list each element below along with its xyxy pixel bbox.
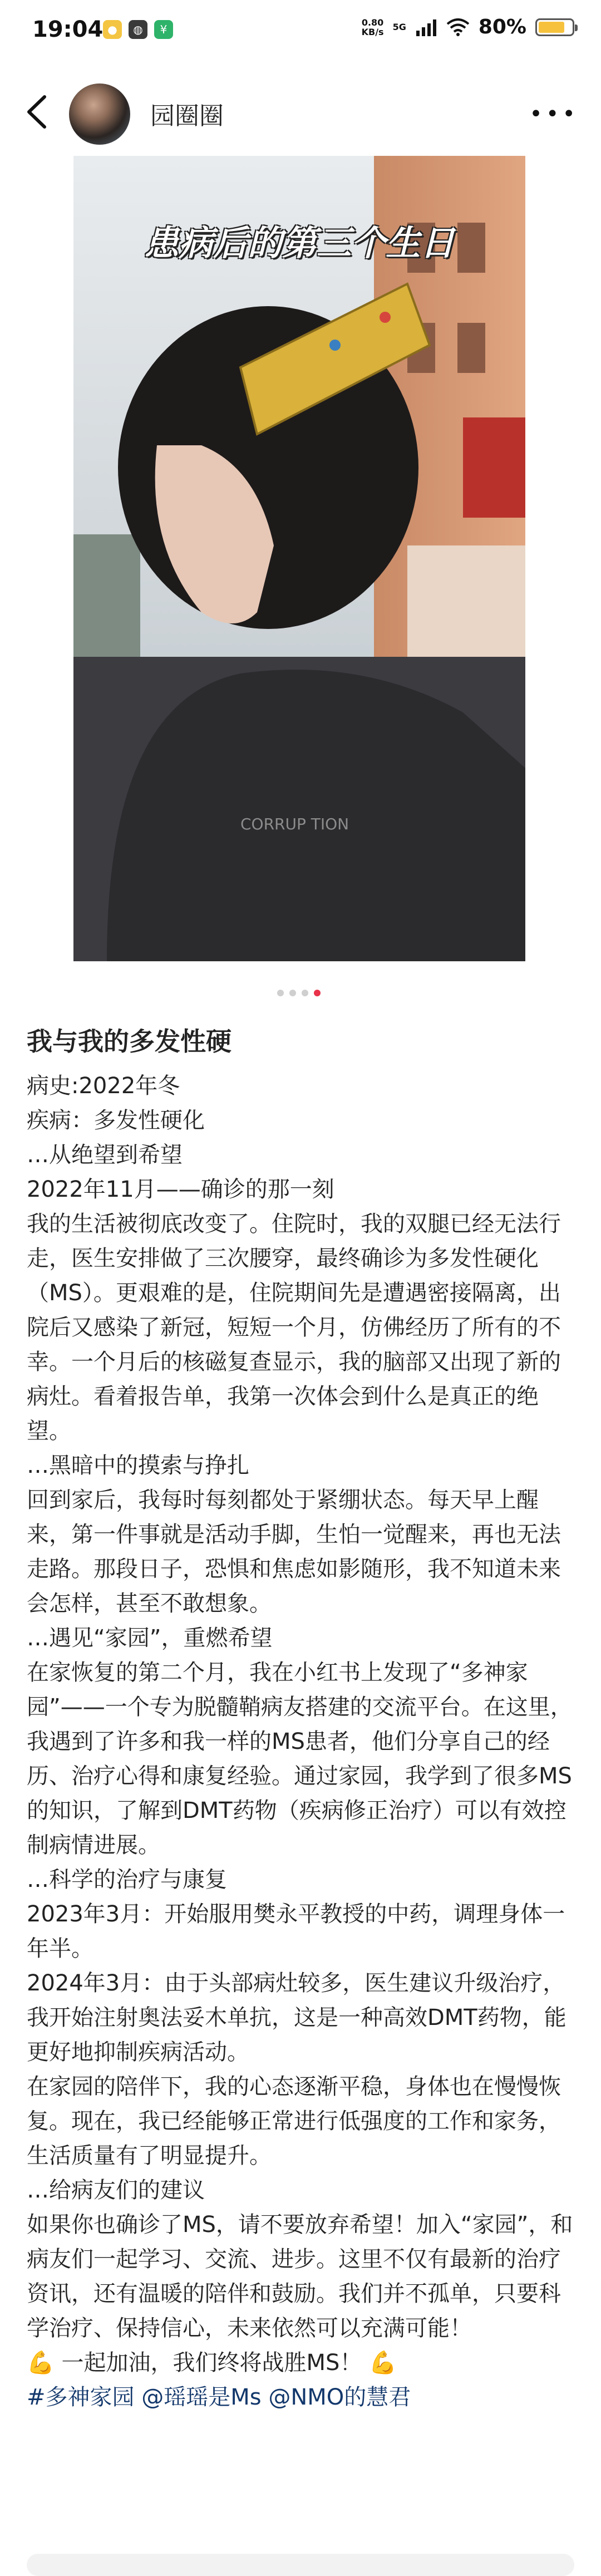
- post-paragraph: 回到家后，我每时每刻都处于紧绷状态。每天早上醒来，第一件事就是活动手脚，生怕一觉醒来，再也无法走路。那段日子，恐惧和焦虑如影随形，我不知道未来会怎样，甚至不敢想象。: [27, 1487, 561, 1616]
- carousel-indicator: [277, 990, 321, 996]
- avatar[interactable]: [69, 83, 130, 145]
- post-paragraph: 2024年3月：由于头部病灶较多，医生建议升级治疗，我开始注射奥法妥木单抗，这是一种高效DMT药物，能更好地抑制疾病活动。: [27, 1970, 566, 2065]
- post-paragraph: 我的生活被彻底改变了。住院时，我的双腿已经无法行走，医生安排做了三次腰穿，最终确诊为多发性硬化（MS）。更艰难的是，住院期间先是遭遇密接隔离，出院后又感染了新冠，短短一个月，仿佛经历了所有的不幸。一个月后的核磁复查显示，我的脑部又出现了新的病灶。看着报告单，我第一次体会到什么是真正的绝望。: [27, 1211, 561, 1444]
- wechat-icon: ◍: [129, 20, 147, 39]
- post-paragraph: 疾病：多发性硬化: [27, 1108, 205, 1133]
- post-tags: [27, 2380, 578, 2415]
- post-paragraph: …给病友们的建议: [27, 2177, 205, 2203]
- battery-icon: [535, 18, 574, 36]
- post-paragraph: …科学的治疗与康复: [27, 1867, 227, 1892]
- carousel-dot: [289, 990, 296, 996]
- hashtag-link[interactable]: #多神家园: [27, 2385, 135, 2410]
- status-bar: [0, 0, 601, 61]
- notification-icons: [103, 20, 173, 39]
- post-body: [27, 1069, 578, 2415]
- battery-fill: [539, 22, 564, 33]
- network-type: 5G: [392, 22, 406, 32]
- nav-bar: [0, 67, 601, 156]
- pay-icon: ¥: [154, 20, 173, 39]
- hashtag-link[interactable]: @瑶瑶是Ms: [141, 2385, 262, 2410]
- post-paragraph: 2023年3月：开始服用樊永平教授的中药，调理身体一年半。: [27, 1901, 565, 1962]
- back-arrow-icon[interactable]: [22, 94, 52, 130]
- status-right: [362, 16, 574, 38]
- status-time: 19:04: [32, 17, 104, 42]
- post-paragraph: …遇见“家园”，重燃希望: [27, 1625, 273, 1651]
- signal-icon: [415, 18, 437, 36]
- app-notification-icon: ●: [103, 20, 122, 39]
- post-paragraph: 💪 一起加油，我们终将战胜MS！ 💪: [27, 2350, 397, 2376]
- more-icon[interactable]: •••: [529, 101, 579, 127]
- post-paragraph: 如果你也确诊了MS，请不要放弃希望！加入“家园”，和病友们一起学习、交流、进步。这里不仅有最新的治疗资讯，还有温暖的陪伴和鼓励。我们并不孤单，只要科学治疗、保持信心，未来依然可以充满可能！: [27, 2212, 573, 2341]
- post-paragraph: …从绝望到希望: [27, 1142, 183, 1168]
- post-paragraph: …黑暗中的摸索与挣扎: [27, 1453, 249, 1478]
- wifi-icon: [446, 18, 470, 36]
- comment-bar[interactable]: [27, 2554, 574, 2576]
- post-image[interactable]: [73, 156, 525, 961]
- post-paragraph: 在家园的陪伴下，我的心态逐渐平稳，身体也在慢慢恢复。现在，我已经能够正常进行低强度的工作和家务，生活质量有了明显提升。: [27, 2074, 561, 2169]
- hashtag-link[interactable]: @NMO的慧君: [268, 2385, 411, 2410]
- battery-percent: 80%: [478, 16, 526, 38]
- photo-caption: 患病后的第三个生日: [144, 223, 455, 263]
- post-title: 我与我的多发性硬: [27, 1026, 231, 1056]
- carousel-dot: [314, 990, 321, 996]
- svg-text:CORRUP TION: CORRUP TION: [240, 815, 349, 833]
- post-paragraph: 在家恢复的第二个月，我在小红书上发现了“多神家园”——一个专为脱髓鞘病友搭建的交流平台。在这里，我遇到了许多和我一样的MS患者，他们分享自己的经历、治疗心得和康复经验。通过家园，我学到了很多MS的知识，了解到DMT药物（疾病修正治疗）可以有效控制病情进展。: [27, 1660, 573, 1858]
- net-speed: 0.80 KB/s: [361, 17, 384, 37]
- author-name[interactable]: 园圈圈: [150, 102, 224, 130]
- post-paragraph: 病史:2022年冬: [27, 1073, 180, 1099]
- photo-illustration: [73, 156, 525, 961]
- carousel-dot: [277, 990, 284, 996]
- post-paragraph: 2022年11月——确诊的那一刻: [27, 1177, 334, 1202]
- carousel-dot: [302, 990, 308, 996]
